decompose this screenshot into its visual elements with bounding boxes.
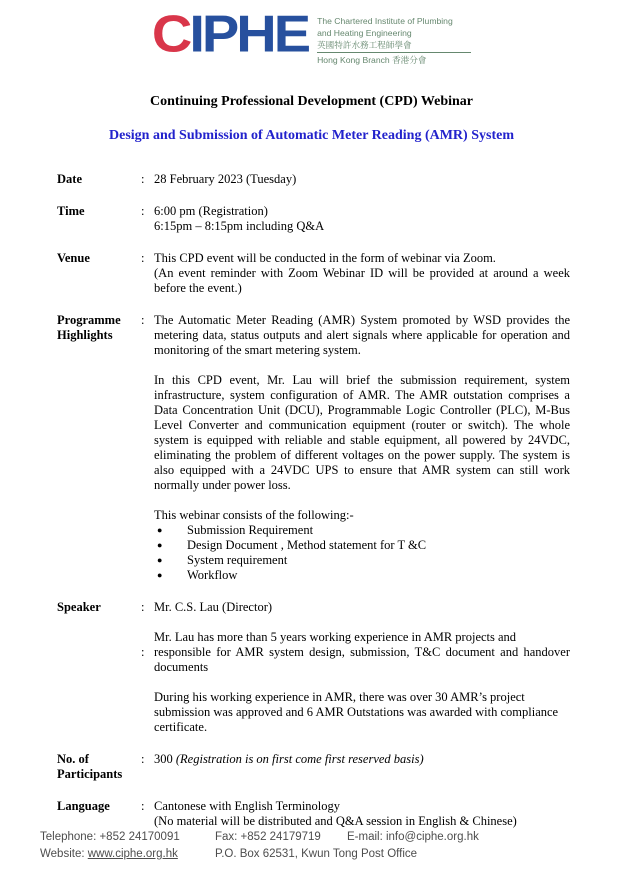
bullet-icon: ● [157,525,163,535]
footer-address: P.O. Box 62531, Kwun Tong Post Office [215,847,418,860]
spacer [154,493,570,508]
speaker-bio-rest: responsible for AMR system design, submission, T&C document and handover documents [154,645,570,674]
date-value: 28 February 2023 (Tuesday) [154,172,297,186]
venue-line2: (An event reminder with Zoom Webinar ID will be provided at around a week before the event.) [154,266,570,295]
detail-row-programme-highlights [57,313,570,583]
detail-row-venue [57,251,570,296]
detail-row-participants [57,752,570,782]
speaker-bio [154,630,570,735]
footer-fax: Fax: +852 24179719 [215,831,321,843]
logo-letter-c: C [151,4,190,63]
speaker-name: Mr. C.S. Lau (Director) [154,600,273,614]
logo-text-branch: Hong Kong Branch 香港分會 [317,55,427,65]
time-label: Time [57,204,85,218]
participants-value [154,752,570,782]
time-line1: 6:00 pm (Registration) [154,204,268,218]
footer-website-label: Website: [40,847,88,860]
language-line1: Cantonese with English Terminology [154,799,341,813]
detail-row-date [57,172,570,187]
empty-label [57,630,141,735]
venue-label: Venue [57,251,90,265]
participants-label: No. of Participants [57,752,123,781]
detail-row-time [57,204,570,234]
language-line2: (No material will be distributed and Q&A session in English & Chinese) [154,814,517,828]
venue-value [154,251,570,296]
webinar-topic-item [154,538,570,553]
webinar-topic-text: Design Document , Method statement for T &C [187,538,427,552]
colon: : [141,172,145,186]
colon: : [141,752,145,766]
time-value [154,204,570,234]
speaker-bio-paragraph-2: During his working experience in AMR, there was over 30 AMR’s project submission was approved and 6 AMR Outstations was awarded with compliance certificate. [154,690,559,734]
logo-text-line1: The Chartered Institute of Plumbing [317,16,453,26]
bullet-icon: ● [157,555,163,565]
colon: : [141,204,145,218]
webinar-topic-text: System requirement [187,553,288,567]
programme-paragraph-1: The Automatic Meter Reading (AMR) System promoted by WSD provides the metering data, status outputs and alert signals where applicable for operation and monitoring of the smart metering system. [154,313,570,357]
colon: : [141,645,145,659]
colon: : [141,799,145,813]
webinar-topic-text: Submission Requirement [187,523,314,537]
colon: : [141,313,145,327]
spacer [154,675,570,690]
detail-row-speaker [57,600,570,615]
bullet-icon: ● [157,540,163,550]
webinar-topic-item [154,553,570,568]
spacer [154,358,570,373]
footer-email: E-mail: info@ciphe.org.hk [347,831,479,843]
speaker-label: Speaker [57,600,101,614]
website-link[interactable]: www.ciphe.org.hk [87,847,178,860]
page-title: Continuing Professional Development (CPD) Webinar [149,94,474,109]
webinar-list-intro: This webinar consists of the following:- [154,508,354,522]
date-label: Date [57,172,82,186]
footer-telephone: Telephone: +852 24170091 [40,831,180,843]
logo-text-line2: and Heating Engineering [317,28,412,38]
programme-paragraph-2: In this CPD event, Mr. Lau will brief the submission requirement, system infrastructure, system configuration of AMR. The AMR outstation comprises a Data Concentration Unit (DCU), Programmable Logic Controller (PLC), M-Bus Level Converter and communication equipment (router or switch). The whole system is equipped with reliable and stable equipment, all powered by 24VDC, eliminating the problem of different voltages on the power supply. The system is also equipped with a 24VDC UPS to ensure that AMR system can still work normally under power loss. [154,373,570,492]
footer-website [40,846,215,863]
time-line2: 6:15pm – 8:15pm including Q&A [154,219,325,233]
participants-note: (Registration is on first come first reserved basis) [175,752,424,766]
programme-highlights-value [154,313,570,583]
logo-separator-line [317,52,471,53]
detail-row-speaker-bio [57,630,570,735]
detail-row-language [57,799,570,829]
speaker-bio-line1: Mr. Lau has more than 5 years working experience in AMR projects and [154,630,517,644]
logo-letters-iphe: IPHE [189,4,309,63]
webinar-topic-item [154,523,570,538]
ciphe-logo [0,0,623,66]
programme-highlights-label: Programme Highlights [57,313,121,342]
logo-text-chinese: 英國特許水務工程師學會 [317,40,412,50]
colon: : [141,251,145,265]
webinar-topic-text: Workflow [187,568,238,582]
contact-grid [40,829,603,862]
participants-number: 300 [154,752,176,766]
logo-wordmark [317,15,471,66]
bullet-icon: ● [157,570,163,580]
language-value [154,799,570,829]
colon: : [141,600,145,614]
venue-line1: This CPD event will be conducted in the form of webinar via Zoom. [154,251,496,265]
contact-footer [40,829,603,862]
event-details [57,172,570,829]
ciphe-logo-acronym [151,4,309,63]
language-label: Language [57,799,110,813]
page-subtitle: Design and Submission of Automatic Meter Reading (AMR) System [109,128,514,143]
webinar-topic-item [154,568,570,583]
